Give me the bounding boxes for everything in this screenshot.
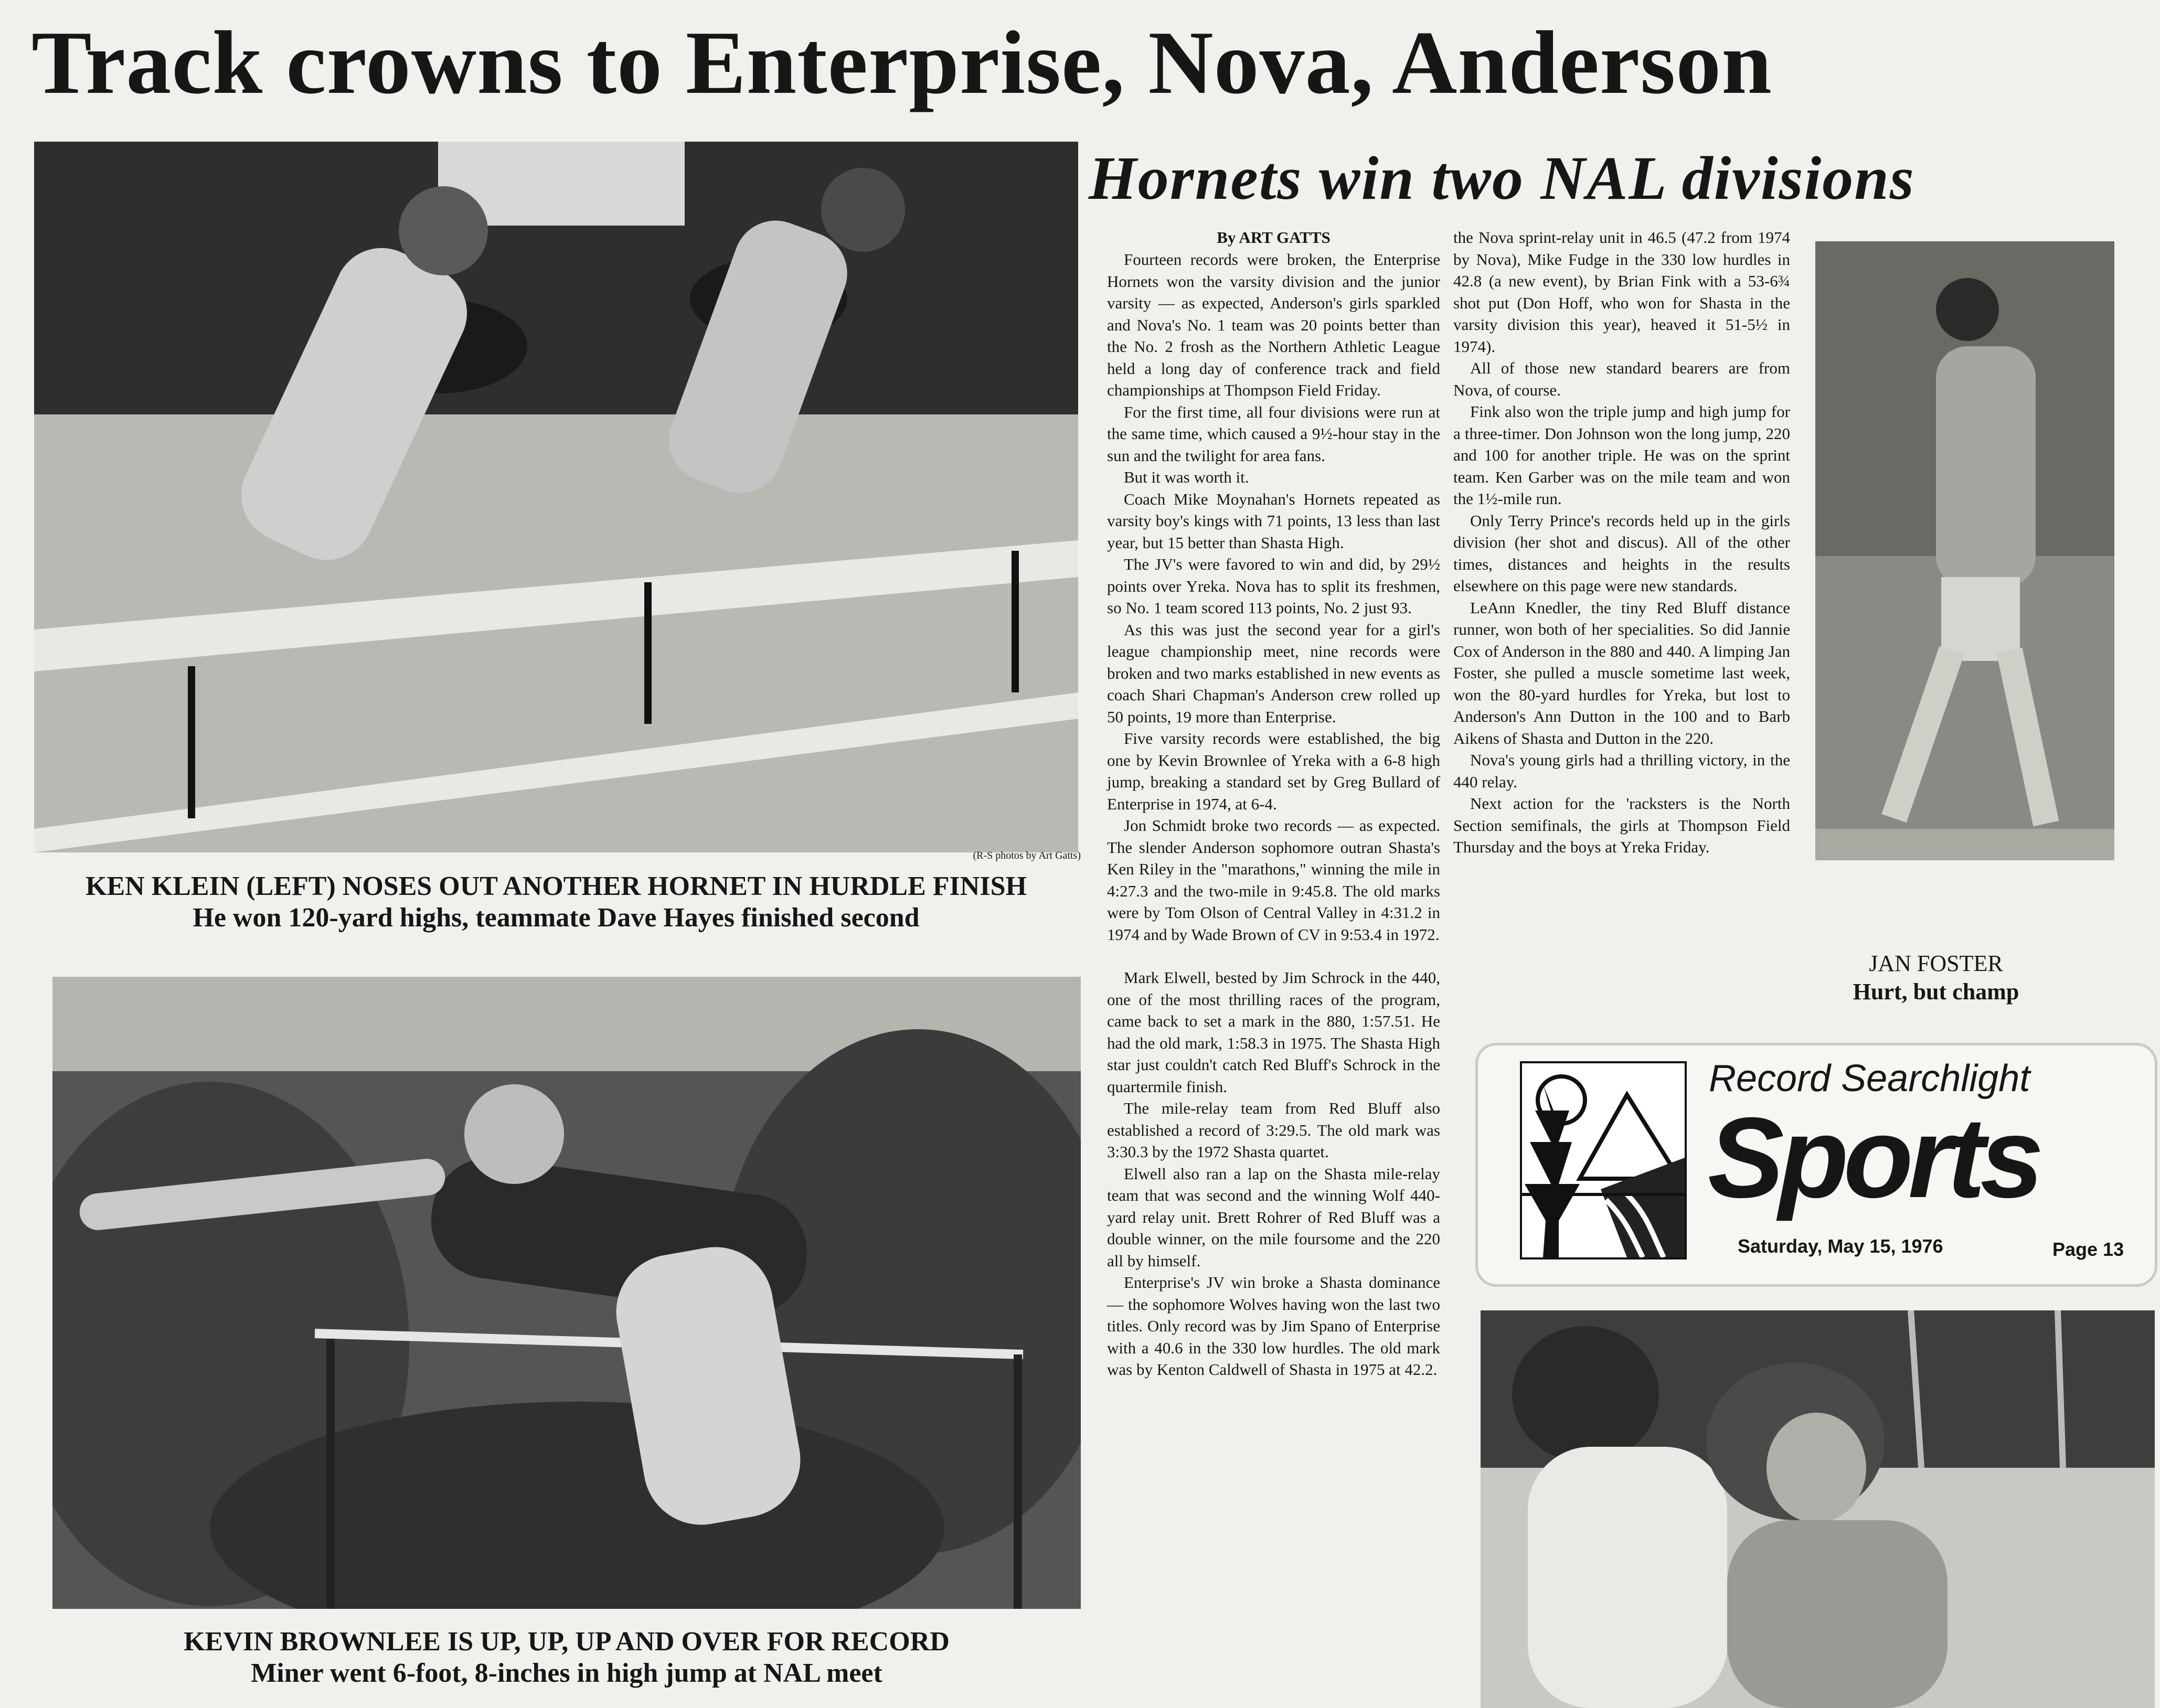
runners-photo (1481, 1310, 2155, 1708)
paragraph: Five varsity records were established, the big one by Kevin Brownlee of Yreka with a 6-8 high jump, breaking a standard set by Greg Bullard of Enterprise in 1974, at 6-4. (1107, 729, 1440, 813)
paragraph: Only Terry Prince's records held up in the girls division (her shot and discus). All of the other times, distances and heights in the results elsewhere on this page were new standards. (1453, 511, 1790, 595)
paragraph: Coach Mike Moynahan's Hornets repeated as varsity boy's kings with 71 points, 13 less than last year, but 15 better than Shasta High. (1107, 489, 1440, 552)
paragraph: As this was just the second year for a girl's league championship meet, nine records were broken and two marks established in new events as coach Shari Chapman's Anderson crew rolled up 50 points, 19 more than Enterprise. (1107, 620, 1440, 726)
jan-foster-caption (1807, 949, 2065, 1006)
paragraph: Fink also won the triple jump and high jump for a three-timer. Don Johnson won the long jump, 220 and 100 for another triple. He was on the sprint team. Ken Garber was on the mile team and won the 1½-mile run. (1453, 402, 1790, 508)
paragraph: Enterprise's JV win broke a Shasta dominance — the sophomore Wolves having won the last two titles. Only record was by Jim Spano of Enterprise with a 40.6 in the 330 low hurdles. The old mark was by Kenton Caldwell of Shasta in 1975 at 42.2. (1107, 1273, 1440, 1379)
sports-section-banner (1475, 1043, 2157, 1287)
photo-credit: (R-S photos by Art Gatts) (973, 850, 1081, 861)
paragraph: Next action for the 'racksters is the North Section semifinals, the girls at Thompson Field Thursday and the boys at Yreka Friday. (1453, 794, 1790, 856)
jan-foster-caption-title: JAN FOSTER (1869, 951, 2003, 976)
issue-date: Saturday, May 15, 1976 (1738, 1235, 1943, 1257)
paragraph: Fourteen records were broken, the Enterprise Hornets won the varsity division and the junior varsity — as expected, Anderson's girls sparkled and Nova's No. 1 team was 20 points better than the No. 2 frosh as the Northern Athletic League held a long day of conference track and field championships at Thompson Field Friday. (1107, 250, 1440, 399)
hurdles-caption-title: KEN KLEIN (LEFT) NOSES OUT ANOTHER HORNET IN HURDLE FINISH (86, 871, 1027, 901)
paragraph: Elwell also ran a lap on the Shasta mile-relay team that was second and the winning Wolf 440-yard relay unit. Brett Rohrer of Red Bluff was a double winner, on the mile foursome and the 220 all by himself. (1107, 1164, 1440, 1270)
article-column-1 (1107, 227, 1440, 1381)
paragraph: But it was worth it. (1124, 468, 1249, 486)
jan-foster-photo (1815, 241, 2114, 860)
paper-name: Record Searchlight (1709, 1058, 2030, 1099)
paragraph: the Nova sprint-relay unit in 46.5 (47.2 from 1974 by Nova), Mike Fudge in the 330 low hurdles in 42.8 (a new event), by Brian Fink with a 53-6¾ shot put (Don Hoff, who won for Shasta in the varsity division this year), heaved it 51-5½ in 1974). (1453, 228, 1790, 356)
paragraph: For the first time, all four divisions were run at the same time, which caused a 9½-hour stay in the sun and the twilight for area fans. (1107, 402, 1440, 465)
byline: By ART GATTS (1217, 228, 1331, 247)
high-jump-caption-title: KEVIN BROWNLEE IS UP, UP, UP AND OVER FOR RECORD (184, 1627, 950, 1657)
record-searchlight-logo-icon (1520, 1061, 1687, 1259)
headline: Track crowns to Enterprise, Nova, Anderson (31, 13, 1772, 113)
paragraph: Nova's young girls had a thrilling victory, in the 440 relay. (1453, 751, 1790, 791)
subhead: Hornets win two NAL divisions (1089, 144, 1915, 212)
high-jump-caption (31, 1626, 1102, 1689)
article-column-2 (1453, 227, 1790, 858)
section-title: Sports (1708, 1094, 2039, 1222)
paragraph: LeAnn Knedler, the tiny Red Bluff distance runner, won both of her specialities. So did Jannie Cox of Anderson in the 880 and 440. A limping Jan Foster, she pulled a muscle sometime last week, won the 80-yard hurdles for Yreka, but lost to Anderson's Ann Dutton in the 100 and to Barb Aikens of Shasta and Dutton in the 220. (1453, 598, 1790, 748)
paragraph: Mark Elwell, bested by Jim Schrock in the 440, one of the most thrilling races of the program, came back to set a mark in the 880, 1:57.51. He had the old mark, 1:58.3 in 1975. The Shasta High star just couldn't catch Red Bluff's Schrock in the quartermile finish. (1107, 968, 1440, 1096)
high-jump-photo (52, 977, 1081, 1609)
paragraph: The JV's were favored to win and did, by 29½ points over Yreka. Nova has to split its freshmen, so No. 1 team scored 113 points, No. 2 just 93. (1107, 555, 1440, 617)
paragraph: The mile-relay team from Red Bluff also established a record of 3:29.5. The old mark was 3:30.3 by the 1972 Shasta quartet. (1107, 1099, 1440, 1161)
high-jump-caption-subtitle: Miner went 6-foot, 8-inches in high jump at NAL meet (251, 1658, 882, 1688)
hurdles-caption-subtitle: He won 120-yard highs, teammate Dave Hayes finished second (193, 903, 920, 933)
page-number: Page 13 (2052, 1239, 2124, 1260)
hurdles-photo (34, 142, 1078, 852)
paragraph: Jon Schmidt broke two records — as expected. The slender Anderson sophomore outran Shasta's Ken Riley in the "marathons," winning the mile in 4:27.3 and the two-mile in 9:45.8. The old marks were by Tom Olson of Central Valley in 4:31.2 in 1974 and by Wade Brown of CV in 9:53.4 in 1972. (1107, 816, 1440, 944)
hurdles-caption (31, 871, 1081, 934)
paragraph: All of those new standard bearers are from Nova, of course. (1453, 359, 1790, 399)
jan-foster-caption-subtitle: Hurt, but champ (1853, 979, 2019, 1005)
